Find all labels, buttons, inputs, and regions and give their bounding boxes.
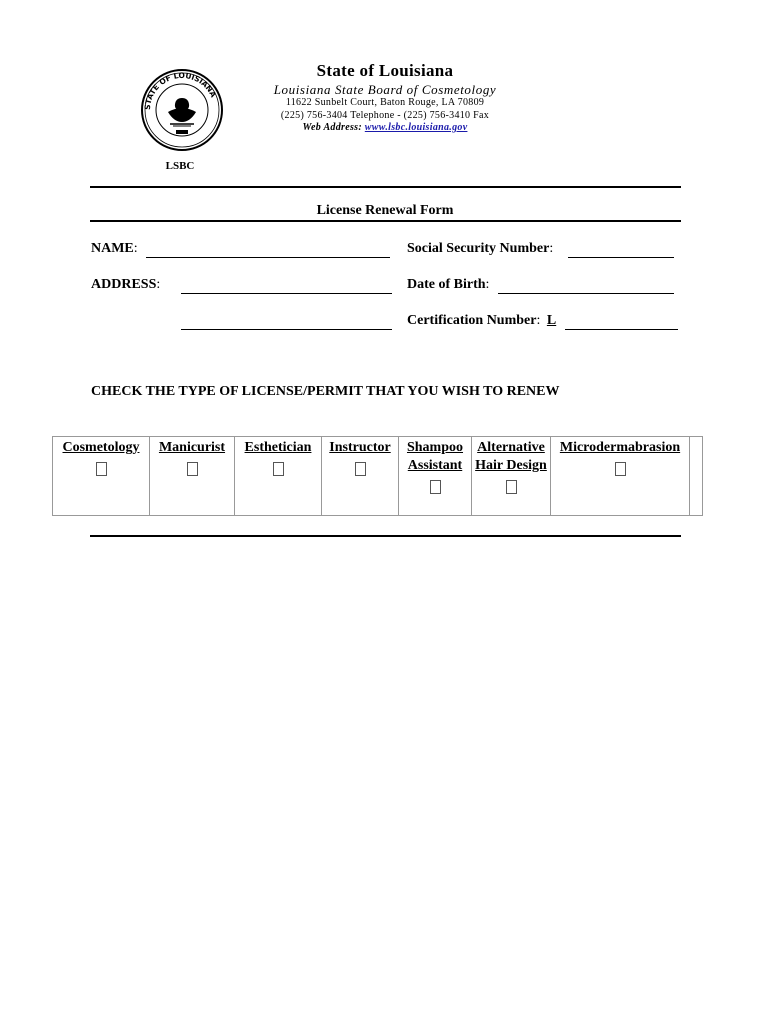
address-field-line2[interactable] — [181, 328, 392, 330]
state-title: State of Louisiana — [316, 61, 454, 80]
dob-field[interactable] — [498, 292, 674, 294]
license-cell-microdermabrasion — [551, 437, 690, 516]
form-title: License Renewal Form — [316, 203, 454, 218]
dob-label-wrap: Date of Birth: — [407, 277, 490, 292]
checkbox-instructor[interactable] — [355, 462, 366, 476]
license-cell-cosmetology — [53, 437, 150, 516]
ssn-label: Social Security Number — [407, 241, 550, 256]
svg-text:STATE OF LOUISIANA: STATE OF LOUISIANA — [142, 70, 219, 111]
license-label-instructor: Instructor — [329, 440, 391, 455]
ssn-field[interactable] — [568, 256, 674, 258]
name-label-wrap: NAME: — [91, 241, 138, 256]
cert-label-wrap: Certification Number: L — [407, 313, 557, 328]
license-label-esthetician: Esthetician — [244, 440, 312, 455]
checkbox-cosmetology[interactable] — [96, 462, 107, 476]
license-label-alternative-hair-design: Alternative Hair Design — [475, 440, 547, 473]
checkbox-manicurist[interactable] — [187, 462, 198, 476]
license-label-cosmetology: Cosmetology — [62, 440, 140, 455]
license-label-shampoo-assistant: Shampoo Assistant — [406, 440, 464, 473]
license-cell-instructor — [322, 437, 399, 516]
header-rule — [90, 186, 681, 188]
cert-label: Certification Number — [407, 313, 537, 328]
title-rule — [90, 220, 681, 222]
license-label-manicurist: Manicurist — [158, 440, 226, 455]
license-cell-manicurist — [150, 437, 235, 516]
dob-label: Date of Birth — [407, 277, 486, 292]
license-heading: CHECK THE TYPE OF LICENSE/PERMIT THAT YOU WISH TO RENEW — [91, 384, 560, 399]
board-address: 11622 Sunbelt Court, Baton Rouge, LA 70809 — [285, 97, 485, 108]
address-label: ADDRESS — [91, 277, 157, 292]
checkbox-alternative-hair-design[interactable] — [506, 480, 517, 494]
board-phone: (225) 756-3404 Telephone - (225) 756-3410 Fax — [280, 110, 490, 121]
checkbox-esthetician[interactable] — [273, 462, 284, 476]
cert-prefix: L — [546, 313, 557, 328]
cert-field[interactable] — [565, 328, 678, 330]
address-field-line1[interactable] — [181, 292, 392, 294]
address-label-wrap: ADDRESS: — [91, 277, 161, 292]
license-cell-esthetician — [235, 437, 322, 516]
license-table — [52, 436, 703, 516]
state-seal — [140, 68, 224, 152]
license-cell-empty — [690, 437, 703, 516]
license-label-microdermabrasion: Microdermabrasion — [559, 440, 681, 455]
footer-rule — [90, 535, 681, 537]
name-field[interactable] — [146, 256, 390, 258]
seal-label: LSBC — [165, 160, 195, 172]
checkbox-shampoo-assistant[interactable] — [430, 480, 441, 494]
checkbox-microdermabrasion[interactable] — [615, 462, 626, 476]
license-cell-alternative-hair-design — [472, 437, 551, 516]
web-address-label: Web Address: — [302, 122, 362, 133]
license-cell-shampoo-assistant — [399, 437, 472, 516]
ssn-label-wrap: Social Security Number: — [407, 241, 554, 256]
name-label: NAME — [91, 241, 134, 256]
board-name: Louisiana State Board of Cosmetology — [273, 82, 497, 97]
web-address-link[interactable]: www.lsbc.louisiana.gov — [364, 122, 468, 133]
web-address-line — [240, 122, 530, 133]
